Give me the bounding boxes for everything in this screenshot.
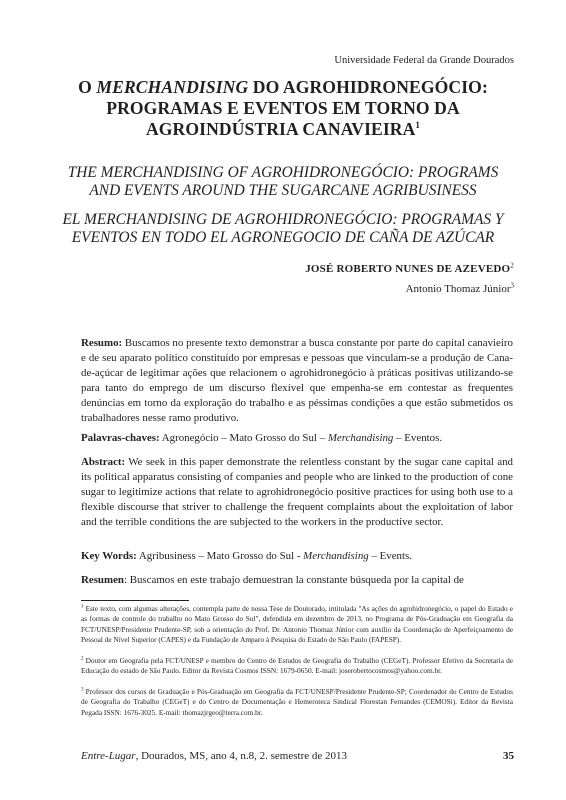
title-part1: O [78, 77, 97, 97]
author-footnote-ref[interactable]: 2 [510, 261, 514, 270]
footnote-text: Este texto, com algumas alterações, contempla parte de nossa Tese de Doutorado, intitulada "As ações do agrohidronegócio, o papel do Estado e as formas de controle do trabalho no Mato Grosso do Sul", defendida em dezembro de 2013, no Programa de Pós-Graduação em Geografia da FCT/UNESP/Presidente Prudente-SP, sob a orientação do Prof. Dr. Antonio Thomaz Júnior com auxílio da Coordenação de Aperfeiçoamento de Pessoal de Nível Superior (CAPES) e da Fundação de Amparo à Pesquisa do Estado de São Paulo (FAPESP). [81, 604, 513, 645]
author-name: Antonio Thomaz Júnior [405, 283, 511, 295]
keywords-text: Agribusiness – Mato Grosso do Sul - [136, 550, 304, 562]
article-title-english: THE MERCHANDISING OF AGROHIDRONEGÓCIO: PROGRAMS AND EVENTS AROUND THE SUGARCANE AGRIBUSINESS [67, 164, 499, 199]
journal-citation [81, 750, 347, 762]
palavras-label: Palavras-chaves: [81, 432, 160, 444]
author-primary [305, 263, 514, 275]
footnote-3 [81, 687, 513, 718]
author-name: JOSÉ ROBERTO NUNES DE AZEVEDO [305, 263, 511, 275]
footnote-2 [81, 656, 513, 677]
footnote-text: Professor dos cursos de Graduação e Pós-Graduação em Geografia da FCT/UNESP/Presidente Prudente-SP; Coordenador do Centro de Estudos de Geografia do Trabalho (CEGeT) e do Centro de Documentação e Hemeroteca Sindical Florestan Fernandes (CEMOSi). Editor da Revista Pegada ISSN: 1676-3025. E-mail: thomazjrgeo@terra.com.br. [81, 687, 513, 717]
palavras-text-end: – Eventos. [393, 432, 443, 444]
keywords-paragraph [81, 549, 513, 564]
resumo-paragraph [81, 336, 513, 427]
title-part2: DO AGROHIDRONEGÓCIO: PROGRAMAS E EVENTOS EM TORNO DA AGROINDÚSTRIA CANAVIEIRA [106, 77, 488, 139]
footnote-number: 3 [81, 687, 84, 693]
running-header: Universidade Federal da Grande Dourados [334, 55, 514, 66]
footnote-1 [81, 604, 513, 646]
journal-issue: , Dourados, MS, ano 4, n.8, 2. semestre de 2013 [135, 750, 348, 762]
author-footnote-ref[interactable]: 3 [510, 281, 514, 290]
keywords-text-end: – Events. [368, 550, 412, 562]
resumen-text: : Buscamos en este trabajo demuestran la constante búsqueda por la capital de [123, 574, 464, 586]
abstract-text: We seek in this paper demonstrate the relentless constant by the sugar cane capital and its political apparatus consisting of companies and people who are linked to the production of cone sugar to legitimize actions that relate to agrohidronegócio positive practices for using both use to a flexible discourse that striver to challenge the frequent complaints about the exploitation of labor and the terrible conditions the are subjected to the workers in the productive sector. [81, 456, 513, 529]
title-footnote-ref[interactable]: 1 [415, 120, 421, 131]
author-secondary [406, 283, 514, 295]
keywords-label: Key Words: [81, 550, 137, 562]
abstract-paragraph [81, 455, 513, 530]
footnote-text: Doutor em Geografia pela FCT/UNESP e membro do Centro de Estudos de Geografia do Trabalho (CEGeT). Professor Efetivo da Secretaria de Educação do estado de São Paulo. Editor da Revista Cosmos ISSN: 1679-0650. E-mail: joserobertocosmos@yahoo.com.br. [81, 656, 513, 676]
footnote-number: 2 [81, 656, 84, 662]
resumen-paragraph [81, 573, 513, 588]
keywords-italic: Merchandising [303, 550, 369, 562]
footnote-number: 1 [81, 604, 84, 610]
resumo-text: Buscamos no presente texto demonstrar a busca constante por parte do capital canavieiro e de seu aparato político constituído por empresas e pessoas que vinculam-se a produção de Cana-de-açúcar de legitimar ações que relacionem o agrohidronegócio à práticas positivas utilizando-se para tanto do emprego de um discurso flexível que empenha-se em contestar as frequentes denúncias em torno da exploração do trabalho e as péssimas condições a que estão submetidos os trabalhadores nesse ramo produtivo. [81, 337, 513, 425]
palavras-chaves-paragraph [81, 431, 513, 446]
article-title-portuguese [60, 77, 506, 140]
journal-name: Entre-Lugar [81, 750, 136, 762]
article-title-spanish: EL MERCHANDISING DE AGROHIDRONEGÓCIO: PROGRAMAS Y EVENTOS EN TODO EL AGRONEGOCIO DE CAÑA DE AZÚCAR [62, 211, 504, 246]
title-italic-term: MERCHANDISING [96, 77, 249, 97]
resumen-label: Resumen [81, 574, 124, 586]
palavras-text: Agronegócio – Mato Grosso do Sul – [159, 432, 328, 444]
resumo-label: Resumo: [81, 337, 123, 349]
abstract-label: Abstract: [81, 456, 126, 468]
page-number: 35 [503, 750, 514, 762]
footnote-separator [81, 600, 189, 601]
palavras-italic: Merchandising [327, 432, 394, 444]
